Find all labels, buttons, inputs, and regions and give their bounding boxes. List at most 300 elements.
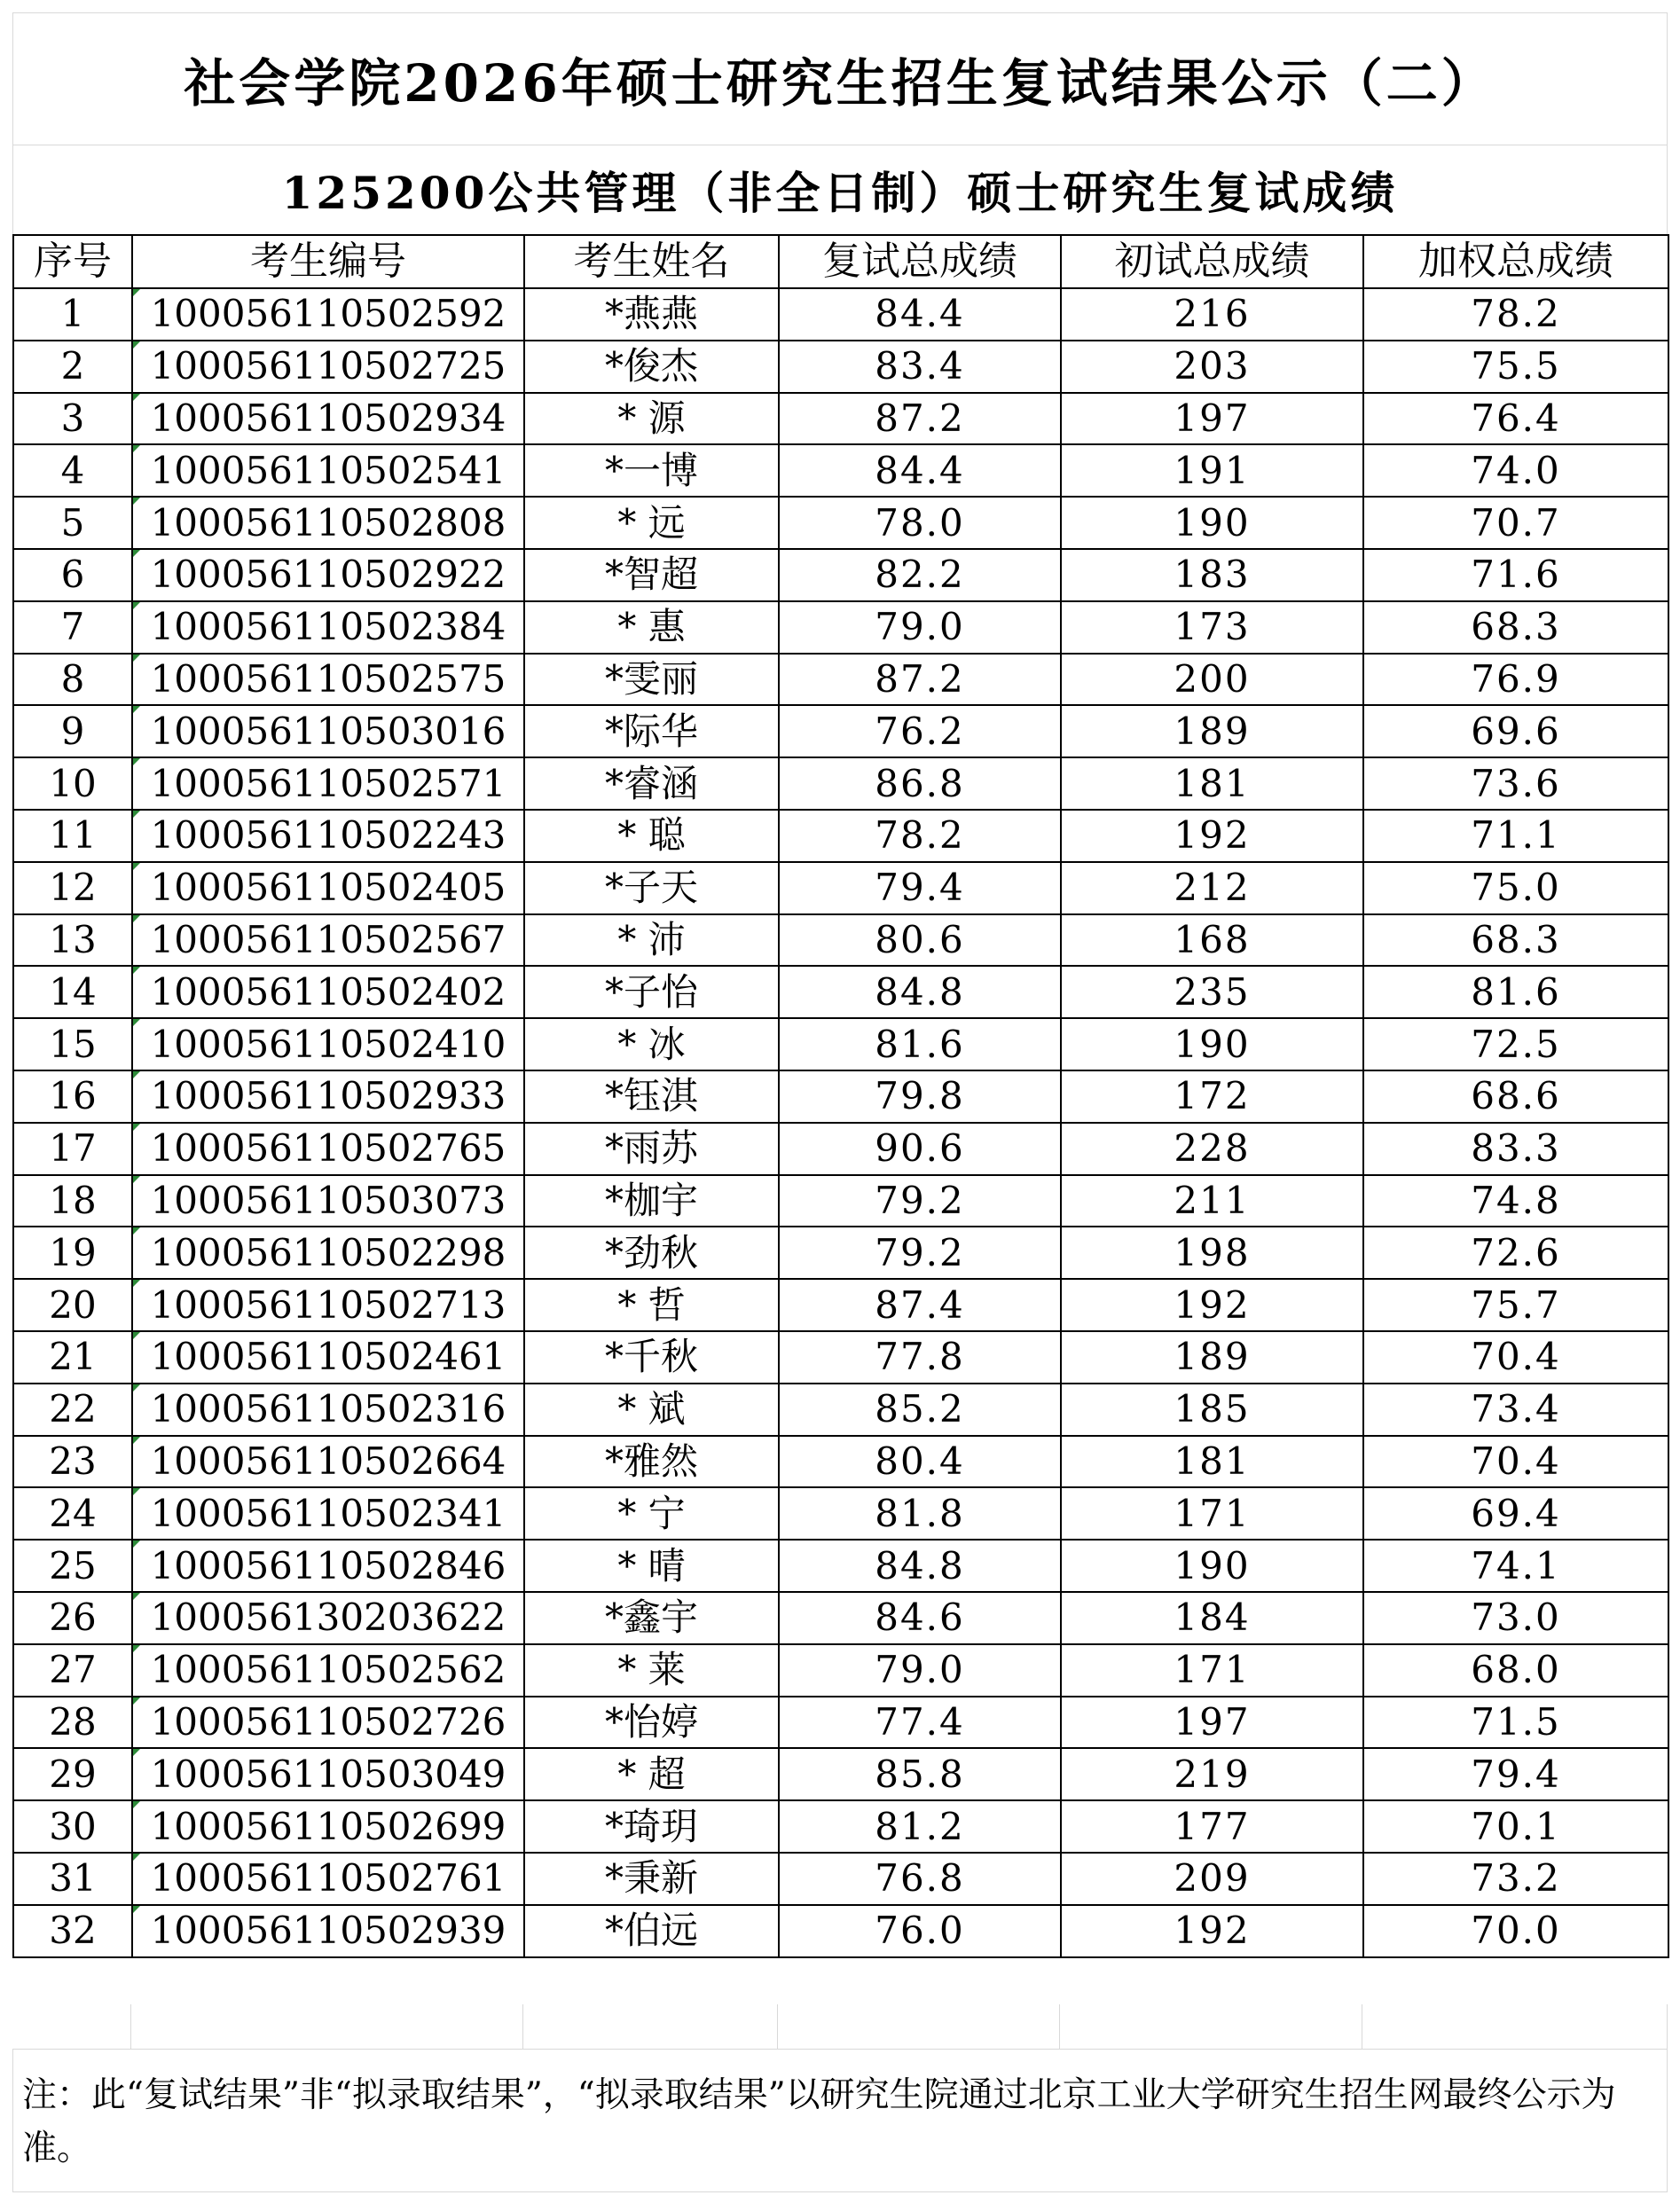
table-row xyxy=(13,601,1668,654)
cell-initial-score: 211 xyxy=(1061,1175,1363,1227)
cell-retest-score: 85.8 xyxy=(779,1748,1061,1800)
cell-name: * 惠 xyxy=(524,601,779,654)
cell-retest-score: 79.8 xyxy=(779,1070,1061,1123)
cell-retest-score: 80.4 xyxy=(779,1436,1061,1488)
cell-initial-score: 189 xyxy=(1061,705,1363,757)
table-row xyxy=(13,862,1668,914)
footnote: 注：此“复试结果”非“拟录取结果”，“拟录取结果”以研究生院通过北京工业大学研究生招生网最终公示为准。 xyxy=(12,2049,1668,2192)
cell-weighted-score: 76.9 xyxy=(1363,654,1668,706)
cell-name: *伯远 xyxy=(524,1905,779,1957)
cell-initial-score: 171 xyxy=(1061,1487,1363,1540)
cell-index: 30 xyxy=(13,1800,132,1853)
cell-initial-score: 192 xyxy=(1061,1279,1363,1331)
cell-index: 19 xyxy=(13,1227,132,1279)
cell-index: 6 xyxy=(13,549,132,601)
cell-initial-score: 219 xyxy=(1061,1748,1363,1800)
text-format-indicator-icon xyxy=(133,1176,140,1183)
cell-retest-score: 77.4 xyxy=(779,1697,1061,1749)
cell-initial-score: 198 xyxy=(1061,1227,1363,1279)
cell-exam-id xyxy=(132,1123,524,1175)
exam-id-text: 100056110502562 xyxy=(150,1648,506,1692)
cell-retest-score: 81.6 xyxy=(779,1018,1061,1070)
text-format-indicator-icon xyxy=(133,1697,140,1705)
table-row xyxy=(13,549,1668,601)
exam-id-text: 100056110502575 xyxy=(150,656,506,701)
cell-weighted-score: 73.6 xyxy=(1363,757,1668,810)
text-format-indicator-icon xyxy=(133,655,140,662)
cell-retest-score: 78.0 xyxy=(779,497,1061,549)
cell-initial-score: 168 xyxy=(1061,914,1363,967)
cell-weighted-score: 74.1 xyxy=(1363,1540,1668,1592)
cell-retest-score: 84.4 xyxy=(779,444,1061,497)
table-row xyxy=(13,1436,1668,1488)
text-format-indicator-icon xyxy=(133,1019,140,1026)
exam-id-text: 100056110502726 xyxy=(150,1699,506,1744)
exam-id-text: 100056110502341 xyxy=(150,1491,506,1535)
cell-exam-id xyxy=(132,1697,524,1749)
cell-name: *智超 xyxy=(524,549,779,601)
cell-name: *一博 xyxy=(524,444,779,497)
cell-index: 8 xyxy=(13,654,132,706)
cell-retest-score: 79.0 xyxy=(779,601,1061,654)
cell-retest-score: 84.6 xyxy=(779,1592,1061,1644)
cell-initial-score: 200 xyxy=(1061,654,1363,706)
text-format-indicator-icon xyxy=(133,550,140,557)
cell-weighted-score: 68.0 xyxy=(1363,1644,1668,1697)
cell-name: *枷宇 xyxy=(524,1175,779,1227)
exam-id-text: 100056110502922 xyxy=(150,553,506,597)
cell-exam-id xyxy=(132,810,524,862)
cell-exam-id xyxy=(132,966,524,1018)
cell-retest-score: 79.2 xyxy=(779,1227,1061,1279)
cell-initial-score: 173 xyxy=(1061,601,1363,654)
cell-initial-score: 185 xyxy=(1061,1384,1363,1436)
cell-name: * 远 xyxy=(524,497,779,549)
cell-weighted-score: 76.4 xyxy=(1363,393,1668,445)
cell-name: * 斌 xyxy=(524,1384,779,1436)
table-row xyxy=(13,288,1668,341)
cell-exam-id xyxy=(132,1748,524,1800)
table-row xyxy=(13,1905,1668,1957)
exam-id-text: 100056110502939 xyxy=(150,1909,506,1953)
table-row xyxy=(13,341,1668,393)
cell-initial-score: 189 xyxy=(1061,1331,1363,1384)
cell-initial-score: 181 xyxy=(1061,757,1363,810)
cell-index: 24 xyxy=(13,1487,132,1540)
cell-initial-score: 192 xyxy=(1061,810,1363,862)
text-format-indicator-icon xyxy=(133,1541,140,1548)
cell-exam-id xyxy=(132,654,524,706)
cell-weighted-score: 70.7 xyxy=(1363,497,1668,549)
cell-index: 11 xyxy=(13,810,132,862)
table-row xyxy=(13,1853,1668,1905)
cell-weighted-score: 75.5 xyxy=(1363,341,1668,393)
cell-index: 10 xyxy=(13,757,132,810)
cell-retest-score: 87.2 xyxy=(779,393,1061,445)
cell-index: 27 xyxy=(13,1644,132,1697)
text-format-indicator-icon xyxy=(133,289,140,296)
col-header-name: 考生姓名 xyxy=(524,235,779,288)
cell-exam-id xyxy=(132,1070,524,1123)
cell-exam-id xyxy=(132,601,524,654)
cell-index: 26 xyxy=(13,1592,132,1644)
text-format-indicator-icon xyxy=(133,394,140,401)
cell-initial-score: 183 xyxy=(1061,549,1363,601)
cell-name: *秉新 xyxy=(524,1853,779,1905)
text-format-indicator-icon xyxy=(133,706,140,713)
cell-index: 9 xyxy=(13,705,132,757)
exam-id-text: 100056110502808 xyxy=(150,500,506,545)
table-row xyxy=(13,497,1668,549)
cell-initial-score: 191 xyxy=(1061,444,1363,497)
table-row xyxy=(13,1384,1668,1436)
text-format-indicator-icon xyxy=(133,863,140,870)
cell-exam-id xyxy=(132,497,524,549)
cell-initial-score: 177 xyxy=(1061,1800,1363,1853)
cell-index: 15 xyxy=(13,1018,132,1070)
cell-retest-score: 81.2 xyxy=(779,1800,1061,1853)
cell-weighted-score: 75.0 xyxy=(1363,862,1668,914)
text-format-indicator-icon xyxy=(133,1280,140,1287)
text-format-indicator-icon xyxy=(133,341,140,349)
cell-exam-id xyxy=(132,1436,524,1488)
exam-id-text: 100056110502243 xyxy=(150,813,506,858)
cell-initial-score: 181 xyxy=(1061,1436,1363,1488)
cell-retest-score: 77.8 xyxy=(779,1331,1061,1384)
cell-name: * 哲 xyxy=(524,1279,779,1331)
cell-index: 23 xyxy=(13,1436,132,1488)
cell-index: 28 xyxy=(13,1697,132,1749)
text-format-indicator-icon xyxy=(133,1854,140,1861)
cell-exam-id xyxy=(132,705,524,757)
text-format-indicator-icon xyxy=(133,1332,140,1339)
table-row xyxy=(13,1592,1668,1644)
text-format-indicator-icon xyxy=(133,1488,140,1495)
cell-name: * 源 xyxy=(524,393,779,445)
cell-exam-id xyxy=(132,1175,524,1227)
exam-id-text: 100056110502664 xyxy=(150,1439,506,1483)
text-format-indicator-icon xyxy=(133,967,140,974)
table-row xyxy=(13,1279,1668,1331)
table-row xyxy=(13,393,1668,445)
cell-exam-id xyxy=(132,549,524,601)
cell-exam-id xyxy=(132,1540,524,1592)
cell-retest-score: 90.6 xyxy=(779,1123,1061,1175)
cell-weighted-score: 71.6 xyxy=(1363,549,1668,601)
cell-name: * 冰 xyxy=(524,1018,779,1070)
cell-name: *雯丽 xyxy=(524,654,779,706)
exam-id-text: 100056110502571 xyxy=(150,761,506,805)
page-subtitle: 125200公共管理（非全日制）硕士研究生复试成绩 xyxy=(12,145,1668,234)
cell-retest-score: 76.8 xyxy=(779,1853,1061,1905)
cell-name: *睿涵 xyxy=(524,757,779,810)
cell-name: *俊杰 xyxy=(524,341,779,393)
cell-exam-id xyxy=(132,1384,524,1436)
text-format-indicator-icon xyxy=(133,1124,140,1131)
cell-weighted-score: 74.8 xyxy=(1363,1175,1668,1227)
exam-id-text: 100056110502725 xyxy=(150,344,506,388)
cell-initial-score: 235 xyxy=(1061,966,1363,1018)
exam-id-text: 100056110502405 xyxy=(150,866,506,910)
text-format-indicator-icon xyxy=(133,1645,140,1652)
cell-retest-score: 76.0 xyxy=(779,1905,1061,1957)
table-row xyxy=(13,757,1668,810)
text-format-indicator-icon xyxy=(133,498,140,505)
page-title: 社会学院2026年硕士研究生招生复试结果公示（二） xyxy=(12,12,1668,145)
text-format-indicator-icon xyxy=(133,445,140,452)
cell-exam-id xyxy=(132,393,524,445)
cell-retest-score: 78.2 xyxy=(779,810,1061,862)
cell-retest-score: 86.8 xyxy=(779,757,1061,810)
cell-initial-score: 216 xyxy=(1061,288,1363,341)
exam-id-text: 100056110502592 xyxy=(150,292,506,336)
cell-index: 4 xyxy=(13,444,132,497)
table-row xyxy=(13,1227,1668,1279)
exam-id-text: 100056110502541 xyxy=(150,448,506,492)
cell-initial-score: 184 xyxy=(1061,1592,1363,1644)
results-table xyxy=(12,234,1669,1958)
cell-retest-score: 79.0 xyxy=(779,1644,1061,1697)
text-format-indicator-icon xyxy=(133,1227,140,1235)
exam-id-text: 100056110502567 xyxy=(150,917,506,961)
cell-initial-score: 171 xyxy=(1061,1644,1363,1697)
cell-index: 18 xyxy=(13,1175,132,1227)
cell-exam-id xyxy=(132,288,524,341)
cell-name: *钰淇 xyxy=(524,1070,779,1123)
col-header-index: 序号 xyxy=(13,235,132,288)
cell-exam-id xyxy=(132,1905,524,1957)
exam-id-text: 100056110502933 xyxy=(150,1074,506,1118)
cell-exam-id xyxy=(132,1644,524,1697)
exam-id-text: 100056110502298 xyxy=(150,1230,506,1274)
cell-weighted-score: 74.0 xyxy=(1363,444,1668,497)
cell-index: 3 xyxy=(13,393,132,445)
cell-name: *怡婷 xyxy=(524,1697,779,1749)
cell-weighted-score: 71.5 xyxy=(1363,1697,1668,1749)
cell-exam-id xyxy=(132,1018,524,1070)
exam-id-text: 100056110503016 xyxy=(150,709,506,753)
cell-retest-score: 87.4 xyxy=(779,1279,1061,1331)
cell-exam-id xyxy=(132,1331,524,1384)
cell-exam-id xyxy=(132,1227,524,1279)
text-format-indicator-icon xyxy=(133,1437,140,1444)
cell-name: * 晴 xyxy=(524,1540,779,1592)
cell-weighted-score: 72.6 xyxy=(1363,1227,1668,1279)
cell-weighted-score: 69.4 xyxy=(1363,1487,1668,1540)
exam-id-text: 100056110502761 xyxy=(150,1856,506,1901)
spreadsheet xyxy=(12,12,1668,2192)
cell-weighted-score: 75.7 xyxy=(1363,1279,1668,1331)
cell-initial-score: 203 xyxy=(1061,341,1363,393)
table-row xyxy=(13,1697,1668,1749)
text-format-indicator-icon xyxy=(133,811,140,818)
cell-name: *燕燕 xyxy=(524,288,779,341)
cell-index: 21 xyxy=(13,1331,132,1384)
table-row xyxy=(13,1644,1668,1697)
cell-weighted-score: 70.4 xyxy=(1363,1331,1668,1384)
cell-retest-score: 80.6 xyxy=(779,914,1061,967)
cell-name: *雨苏 xyxy=(524,1123,779,1175)
text-format-indicator-icon xyxy=(133,1906,140,1913)
exam-id-text: 100056110502461 xyxy=(150,1335,506,1379)
table-row xyxy=(13,705,1668,757)
cell-weighted-score: 70.1 xyxy=(1363,1800,1668,1853)
cell-weighted-score: 73.2 xyxy=(1363,1853,1668,1905)
exam-id-text: 100056110503049 xyxy=(150,1752,506,1796)
cell-exam-id xyxy=(132,341,524,393)
cell-index: 25 xyxy=(13,1540,132,1592)
table-row xyxy=(13,914,1668,967)
table-row xyxy=(13,1018,1668,1070)
col-header-weighted-score: 加权总成绩 xyxy=(1363,235,1668,288)
table-row xyxy=(13,1175,1668,1227)
cell-exam-id xyxy=(132,1487,524,1540)
text-format-indicator-icon xyxy=(133,1384,140,1392)
cell-weighted-score: 79.4 xyxy=(1363,1748,1668,1800)
cell-index: 13 xyxy=(13,914,132,967)
cell-weighted-score: 68.3 xyxy=(1363,914,1668,967)
cell-index: 29 xyxy=(13,1748,132,1800)
cell-retest-score: 82.2 xyxy=(779,549,1061,601)
cell-exam-id xyxy=(132,1592,524,1644)
exam-id-text: 100056110502846 xyxy=(150,1543,506,1588)
exam-id-text: 100056110502934 xyxy=(150,396,506,440)
table-row xyxy=(13,1800,1668,1853)
cell-index: 31 xyxy=(13,1853,132,1905)
table-row xyxy=(13,966,1668,1018)
cell-weighted-score: 83.3 xyxy=(1363,1123,1668,1175)
cell-retest-score: 76.2 xyxy=(779,705,1061,757)
cell-index: 22 xyxy=(13,1384,132,1436)
text-format-indicator-icon xyxy=(133,1749,140,1756)
table-row xyxy=(13,1748,1668,1800)
col-header-initial-score: 初试总成绩 xyxy=(1061,235,1363,288)
exam-id-text: 100056110502402 xyxy=(150,969,506,1014)
cell-initial-score: 192 xyxy=(1061,1905,1363,1957)
col-header-exam-id: 考生编号 xyxy=(132,235,524,288)
cell-index: 5 xyxy=(13,497,132,549)
table-row xyxy=(13,810,1668,862)
cell-name: *琦玥 xyxy=(524,1800,779,1853)
exam-id-text: 100056110502765 xyxy=(150,1126,506,1171)
exam-id-text: 100056110502410 xyxy=(150,1022,506,1066)
cell-exam-id xyxy=(132,444,524,497)
table-header-row xyxy=(13,235,1668,288)
exam-id-text: 100056130203622 xyxy=(150,1595,506,1640)
cell-exam-id xyxy=(132,1853,524,1905)
cell-exam-id xyxy=(132,1800,524,1853)
cell-name: * 超 xyxy=(524,1748,779,1800)
exam-id-text: 100056110502699 xyxy=(150,1804,506,1848)
cell-weighted-score: 70.4 xyxy=(1363,1436,1668,1488)
cell-retest-score: 85.2 xyxy=(779,1384,1061,1436)
cell-retest-score: 79.2 xyxy=(779,1175,1061,1227)
cell-weighted-score: 73.0 xyxy=(1363,1592,1668,1644)
table-row xyxy=(13,1123,1668,1175)
cell-index: 32 xyxy=(13,1905,132,1957)
cell-name: * 宁 xyxy=(524,1487,779,1540)
cell-index: 16 xyxy=(13,1070,132,1123)
table-row xyxy=(13,444,1668,497)
cell-name: *子天 xyxy=(524,862,779,914)
cell-weighted-score: 78.2 xyxy=(1363,288,1668,341)
table-row xyxy=(13,1487,1668,1540)
cell-initial-score: 197 xyxy=(1061,1697,1363,1749)
cell-name: * 聪 xyxy=(524,810,779,862)
cell-name: * 莱 xyxy=(524,1644,779,1697)
cell-weighted-score: 68.6 xyxy=(1363,1070,1668,1123)
cell-initial-score: 212 xyxy=(1061,862,1363,914)
cell-exam-id xyxy=(132,757,524,810)
cell-initial-score: 228 xyxy=(1061,1123,1363,1175)
table-row xyxy=(13,1540,1668,1592)
cell-index: 17 xyxy=(13,1123,132,1175)
cell-initial-score: 197 xyxy=(1061,393,1363,445)
text-format-indicator-icon xyxy=(133,758,140,765)
cell-exam-id xyxy=(132,1279,524,1331)
cell-weighted-score: 81.6 xyxy=(1363,966,1668,1018)
table-row xyxy=(13,1070,1668,1123)
cell-index: 2 xyxy=(13,341,132,393)
cell-weighted-score: 72.5 xyxy=(1363,1018,1668,1070)
cell-index: 14 xyxy=(13,966,132,1018)
cell-name: *子怡 xyxy=(524,966,779,1018)
cell-name: *千秋 xyxy=(524,1331,779,1384)
cell-retest-score: 79.4 xyxy=(779,862,1061,914)
text-format-indicator-icon xyxy=(133,1071,140,1078)
cell-index: 20 xyxy=(13,1279,132,1331)
cell-name: *劲秋 xyxy=(524,1227,779,1279)
text-format-indicator-icon xyxy=(133,1593,140,1600)
cell-weighted-score: 70.0 xyxy=(1363,1905,1668,1957)
exam-id-text: 100056110502713 xyxy=(150,1282,506,1327)
cell-retest-score: 81.8 xyxy=(779,1487,1061,1540)
cell-exam-id xyxy=(132,862,524,914)
text-format-indicator-icon xyxy=(133,1801,140,1808)
cell-name: *雅然 xyxy=(524,1436,779,1488)
cell-weighted-score: 71.1 xyxy=(1363,810,1668,862)
cell-name: * 沛 xyxy=(524,914,779,967)
exam-id-text: 100056110503073 xyxy=(150,1178,506,1222)
table-row xyxy=(13,1331,1668,1384)
cell-initial-score: 190 xyxy=(1061,1540,1363,1592)
cell-retest-score: 84.8 xyxy=(779,966,1061,1018)
cell-retest-score: 87.2 xyxy=(779,654,1061,706)
cell-initial-score: 190 xyxy=(1061,1018,1363,1070)
text-format-indicator-icon xyxy=(133,915,140,922)
cell-retest-score: 84.8 xyxy=(779,1540,1061,1592)
cell-index: 7 xyxy=(13,601,132,654)
table-row xyxy=(13,654,1668,706)
col-header-retest-score: 复试总成绩 xyxy=(779,235,1061,288)
cell-retest-score: 84.4 xyxy=(779,288,1061,341)
cell-retest-score: 83.4 xyxy=(779,341,1061,393)
blank-row xyxy=(12,2004,1668,2049)
cell-weighted-score: 69.6 xyxy=(1363,705,1668,757)
text-format-indicator-icon xyxy=(133,602,140,609)
cell-initial-score: 209 xyxy=(1061,1853,1363,1905)
cell-exam-id xyxy=(132,914,524,967)
cell-index: 1 xyxy=(13,288,132,341)
exam-id-text: 100056110502316 xyxy=(150,1387,506,1431)
cell-weighted-score: 68.3 xyxy=(1363,601,1668,654)
cell-index: 12 xyxy=(13,862,132,914)
exam-id-text: 100056110502384 xyxy=(150,605,506,649)
cell-initial-score: 172 xyxy=(1061,1070,1363,1123)
cell-initial-score: 190 xyxy=(1061,497,1363,549)
cell-weighted-score: 73.4 xyxy=(1363,1384,1668,1436)
cell-name: *鑫宇 xyxy=(524,1592,779,1644)
